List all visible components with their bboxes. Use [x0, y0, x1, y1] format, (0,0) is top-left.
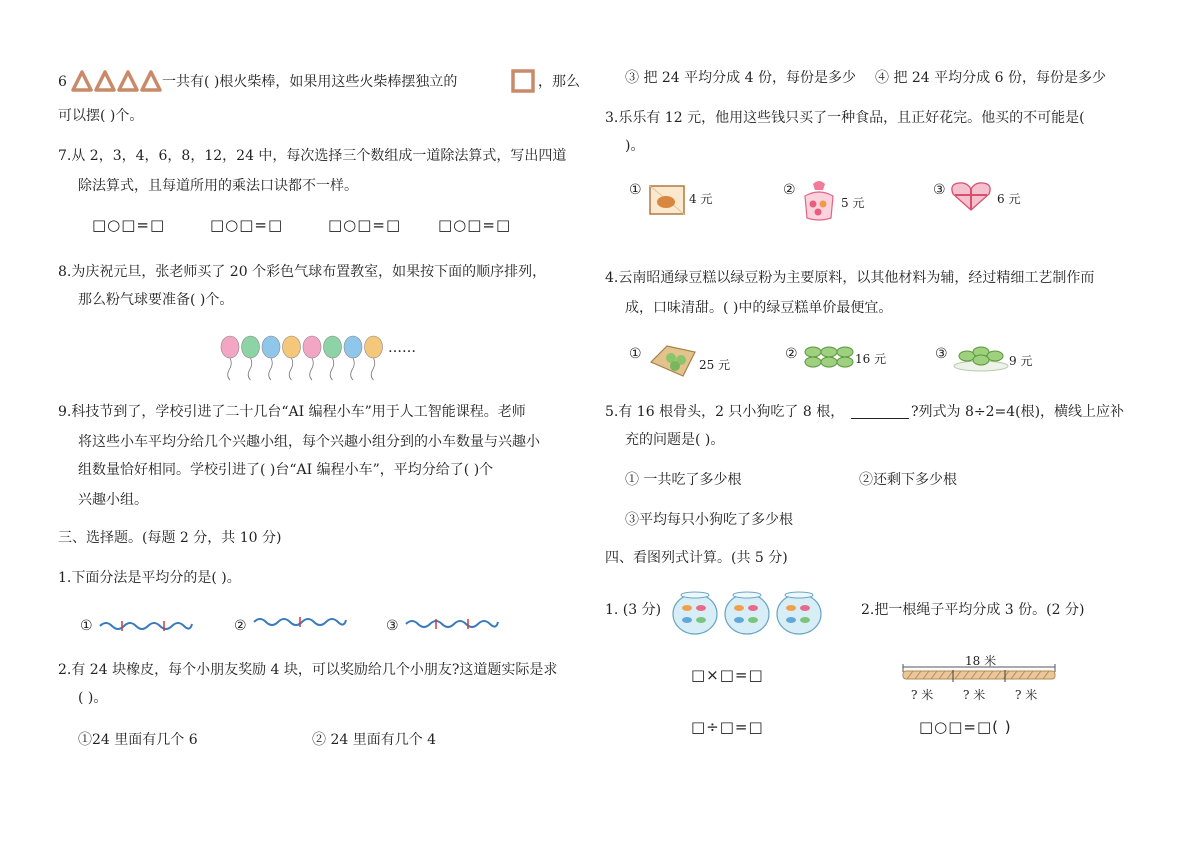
rope-part-3-label: ? 米 [1015, 688, 1038, 702]
p1-label: 1. (3 分) [605, 602, 662, 618]
q9-line2: 将这些小车平均分给几个兴趣小组，每个兴趣小组分到的小车数量与兴趣小 [78, 434, 540, 450]
balloon [365, 336, 383, 358]
balloon [303, 336, 321, 358]
balloon [262, 336, 280, 358]
p1-multiplication-blank[interactable]: □×□=□ [691, 666, 764, 684]
c2-option-4[interactable]: ④ 把 24 平均分成 6 份，每份是多少 [875, 70, 1106, 86]
c2-option-2[interactable]: ② 24 里面有几个 4 [312, 732, 437, 748]
c1-option-3-mark[interactable]: ③ [386, 618, 399, 634]
q7-line1: 7.从 2，3，4，6，8，12，24 中，每次选择三个数组成一道除法算式，写出四道 [58, 148, 567, 164]
fish-icon [682, 617, 692, 623]
q8-dots: …… [388, 340, 416, 356]
balloon [344, 336, 362, 358]
q6-text-b: ，那么 [538, 74, 580, 90]
fishbowl [777, 592, 821, 634]
rope-diagram [901, 662, 1059, 686]
fishbowls-picture [671, 590, 827, 636]
c5-line1-b: ?列式为 8÷2=4(根)，横线上应补 [911, 404, 1125, 420]
candy-bag-icon [799, 178, 839, 222]
q7-blank-4[interactable]: □○□=□ [438, 216, 512, 234]
q6-number: 6 [58, 74, 67, 90]
section-4-title: 四、看图列式计算。(共 5 分) [605, 550, 788, 566]
c3-item-3-price: 6 元 [997, 192, 1021, 206]
rope-part-1-label: ? 米 [911, 688, 934, 702]
c3-line1: 3.乐乐有 12 元，他用这些钱只买了一种食品，且正好花完。他买的不可能是( [605, 110, 1085, 126]
fish-icon [748, 617, 758, 623]
c1-option-1-mark[interactable]: ① [80, 618, 93, 634]
left-column [58, 0, 598, 848]
c3-line2: )。 [625, 138, 645, 154]
q9-line1: 9.科技节到了，学校引进了二十几台“AI 编程小车”用于人工智能课程。老师 [58, 404, 526, 420]
fish-icon [748, 605, 758, 611]
c4-item-1-mark[interactable]: ① [629, 346, 642, 362]
fish-icon [786, 617, 796, 623]
p2-label: 2.把一根绳子平均分成 3 份。(2 分) [861, 602, 1085, 618]
balloon-string [351, 358, 355, 380]
right-column [605, 0, 1165, 848]
fishbowl [725, 592, 769, 634]
c4-line1: 4.云南昭通绿豆糕以绿豆粉为主要原料，以其他材料为辅，经过精细工艺制作而 [605, 270, 1095, 286]
mung-bean-cakes-plate-icon [803, 344, 855, 370]
rope-total-label: 18 米 [965, 654, 997, 668]
q7-line2: 除法算式，且每道所用的乘法口诀都不一样。 [78, 178, 358, 194]
c4-item-3-price: 9 元 [1009, 354, 1033, 368]
rope-part-2-label: ? 米 [963, 688, 986, 702]
q9-line3: 组数量恰好相同。学校引进了( )台“AI 编程小车”，平均分给了( )个 [78, 462, 494, 478]
fish-icon [734, 605, 744, 611]
fish-icon [734, 617, 744, 623]
q6-text-c: 可以摆( )个。 [58, 108, 144, 124]
fish-icon [696, 617, 706, 623]
p1-division-blank[interactable]: □÷□=□ [691, 718, 764, 736]
c5-answer-blank[interactable] [851, 418, 909, 419]
c2-line2: ( )。 [78, 690, 108, 706]
c2-option-3[interactable]: ③ 把 24 平均分成 4 份，每份是多少 [625, 70, 856, 86]
q7-blank-1[interactable]: □○□=□ [92, 216, 166, 234]
c4-item-1-price: 25 元 [699, 358, 731, 372]
c5-option-3[interactable]: ③平均每只小狗吃了多少根 [625, 512, 793, 528]
mung-bean-cake-pack-icon [647, 342, 699, 378]
balloon-row [220, 334, 388, 382]
balloon-string [310, 358, 314, 380]
c4-item-2-mark[interactable]: ② [785, 346, 798, 362]
c5-line2: 充的问题是( )。 [625, 432, 725, 448]
q9-line4: 兴趣小组。 [78, 492, 148, 508]
c1-option-2-rope [252, 614, 348, 632]
balloon-string [228, 358, 232, 380]
c2-line1: 2.有 24 块橡皮，每个小朋友奖励 4 块，可以奖励给几个小朋友?这道题实际是求 [58, 662, 558, 678]
c5-option-1[interactable]: ① 一共吃了多少根 [625, 472, 742, 488]
balloon-string [330, 358, 334, 380]
c1-text: 1.下面分法是平均分的是( )。 [58, 570, 241, 586]
q7-blank-2[interactable]: □○□=□ [210, 216, 284, 234]
q7-blank-3[interactable]: □○□=□ [328, 216, 402, 234]
fishbowl [673, 592, 717, 634]
matchstick-square-icon [510, 68, 536, 94]
fish-icon [786, 605, 796, 611]
balloon-string [371, 358, 375, 380]
c5-option-2[interactable]: ②还剩下多少根 [859, 472, 957, 488]
balloon [221, 336, 239, 358]
c1-option-1-rope [98, 616, 194, 634]
fish-icon [800, 617, 810, 623]
c3-item-2-price: 5 元 [841, 196, 865, 210]
c3-item-1-mark[interactable]: ① [629, 182, 642, 198]
q8-line1: 8.为庆祝元旦，张老师买了 20 个彩色气球布置教室，如果按下面的顺序排列， [58, 264, 547, 280]
mung-bean-cakes-dish-icon [953, 344, 1009, 372]
heart-gift-box-icon [949, 180, 993, 212]
c1-option-3-rope [404, 614, 500, 634]
section-3-title: 三、选择题。(每题 2 分，共 10 分) [58, 530, 282, 546]
c2-option-1[interactable]: ①24 里面有几个 6 [78, 732, 198, 748]
balloon [242, 336, 260, 358]
balloon [324, 336, 342, 358]
c4-item-3-mark[interactable]: ③ [935, 346, 948, 362]
c3-item-3-mark[interactable]: ③ [933, 182, 946, 198]
c4-line2: 成，口味清甜。( )中的绿豆糕单价最便宜。 [625, 300, 893, 316]
q6-text-a: 一共有( )根火柴棒，如果用这些火柴棒摆独立的 [162, 74, 458, 90]
balloon-string [289, 358, 293, 380]
cake-box-icon [647, 180, 687, 216]
c4-item-2-price: 16 元 [855, 352, 887, 366]
fish-icon [682, 605, 692, 611]
p2-equation-blank[interactable]: □○□=□( ) [919, 718, 1012, 736]
c5-line1-a: 5.有 16 根骨头，2 只小狗吃了 8 根， [605, 404, 845, 420]
balloon [283, 336, 301, 358]
c3-item-2-mark[interactable]: ② [783, 182, 796, 198]
c3-item-1-price: 4 元 [689, 192, 713, 206]
c1-option-2-mark[interactable]: ② [234, 618, 247, 634]
balloon-string [248, 358, 252, 380]
q8-line2: 那么粉气球要准备( )个。 [78, 292, 234, 308]
fish-icon [696, 605, 706, 611]
fish-icon [800, 605, 810, 611]
balloon-string [269, 358, 273, 380]
matchstick-triangles-icon [70, 68, 166, 94]
